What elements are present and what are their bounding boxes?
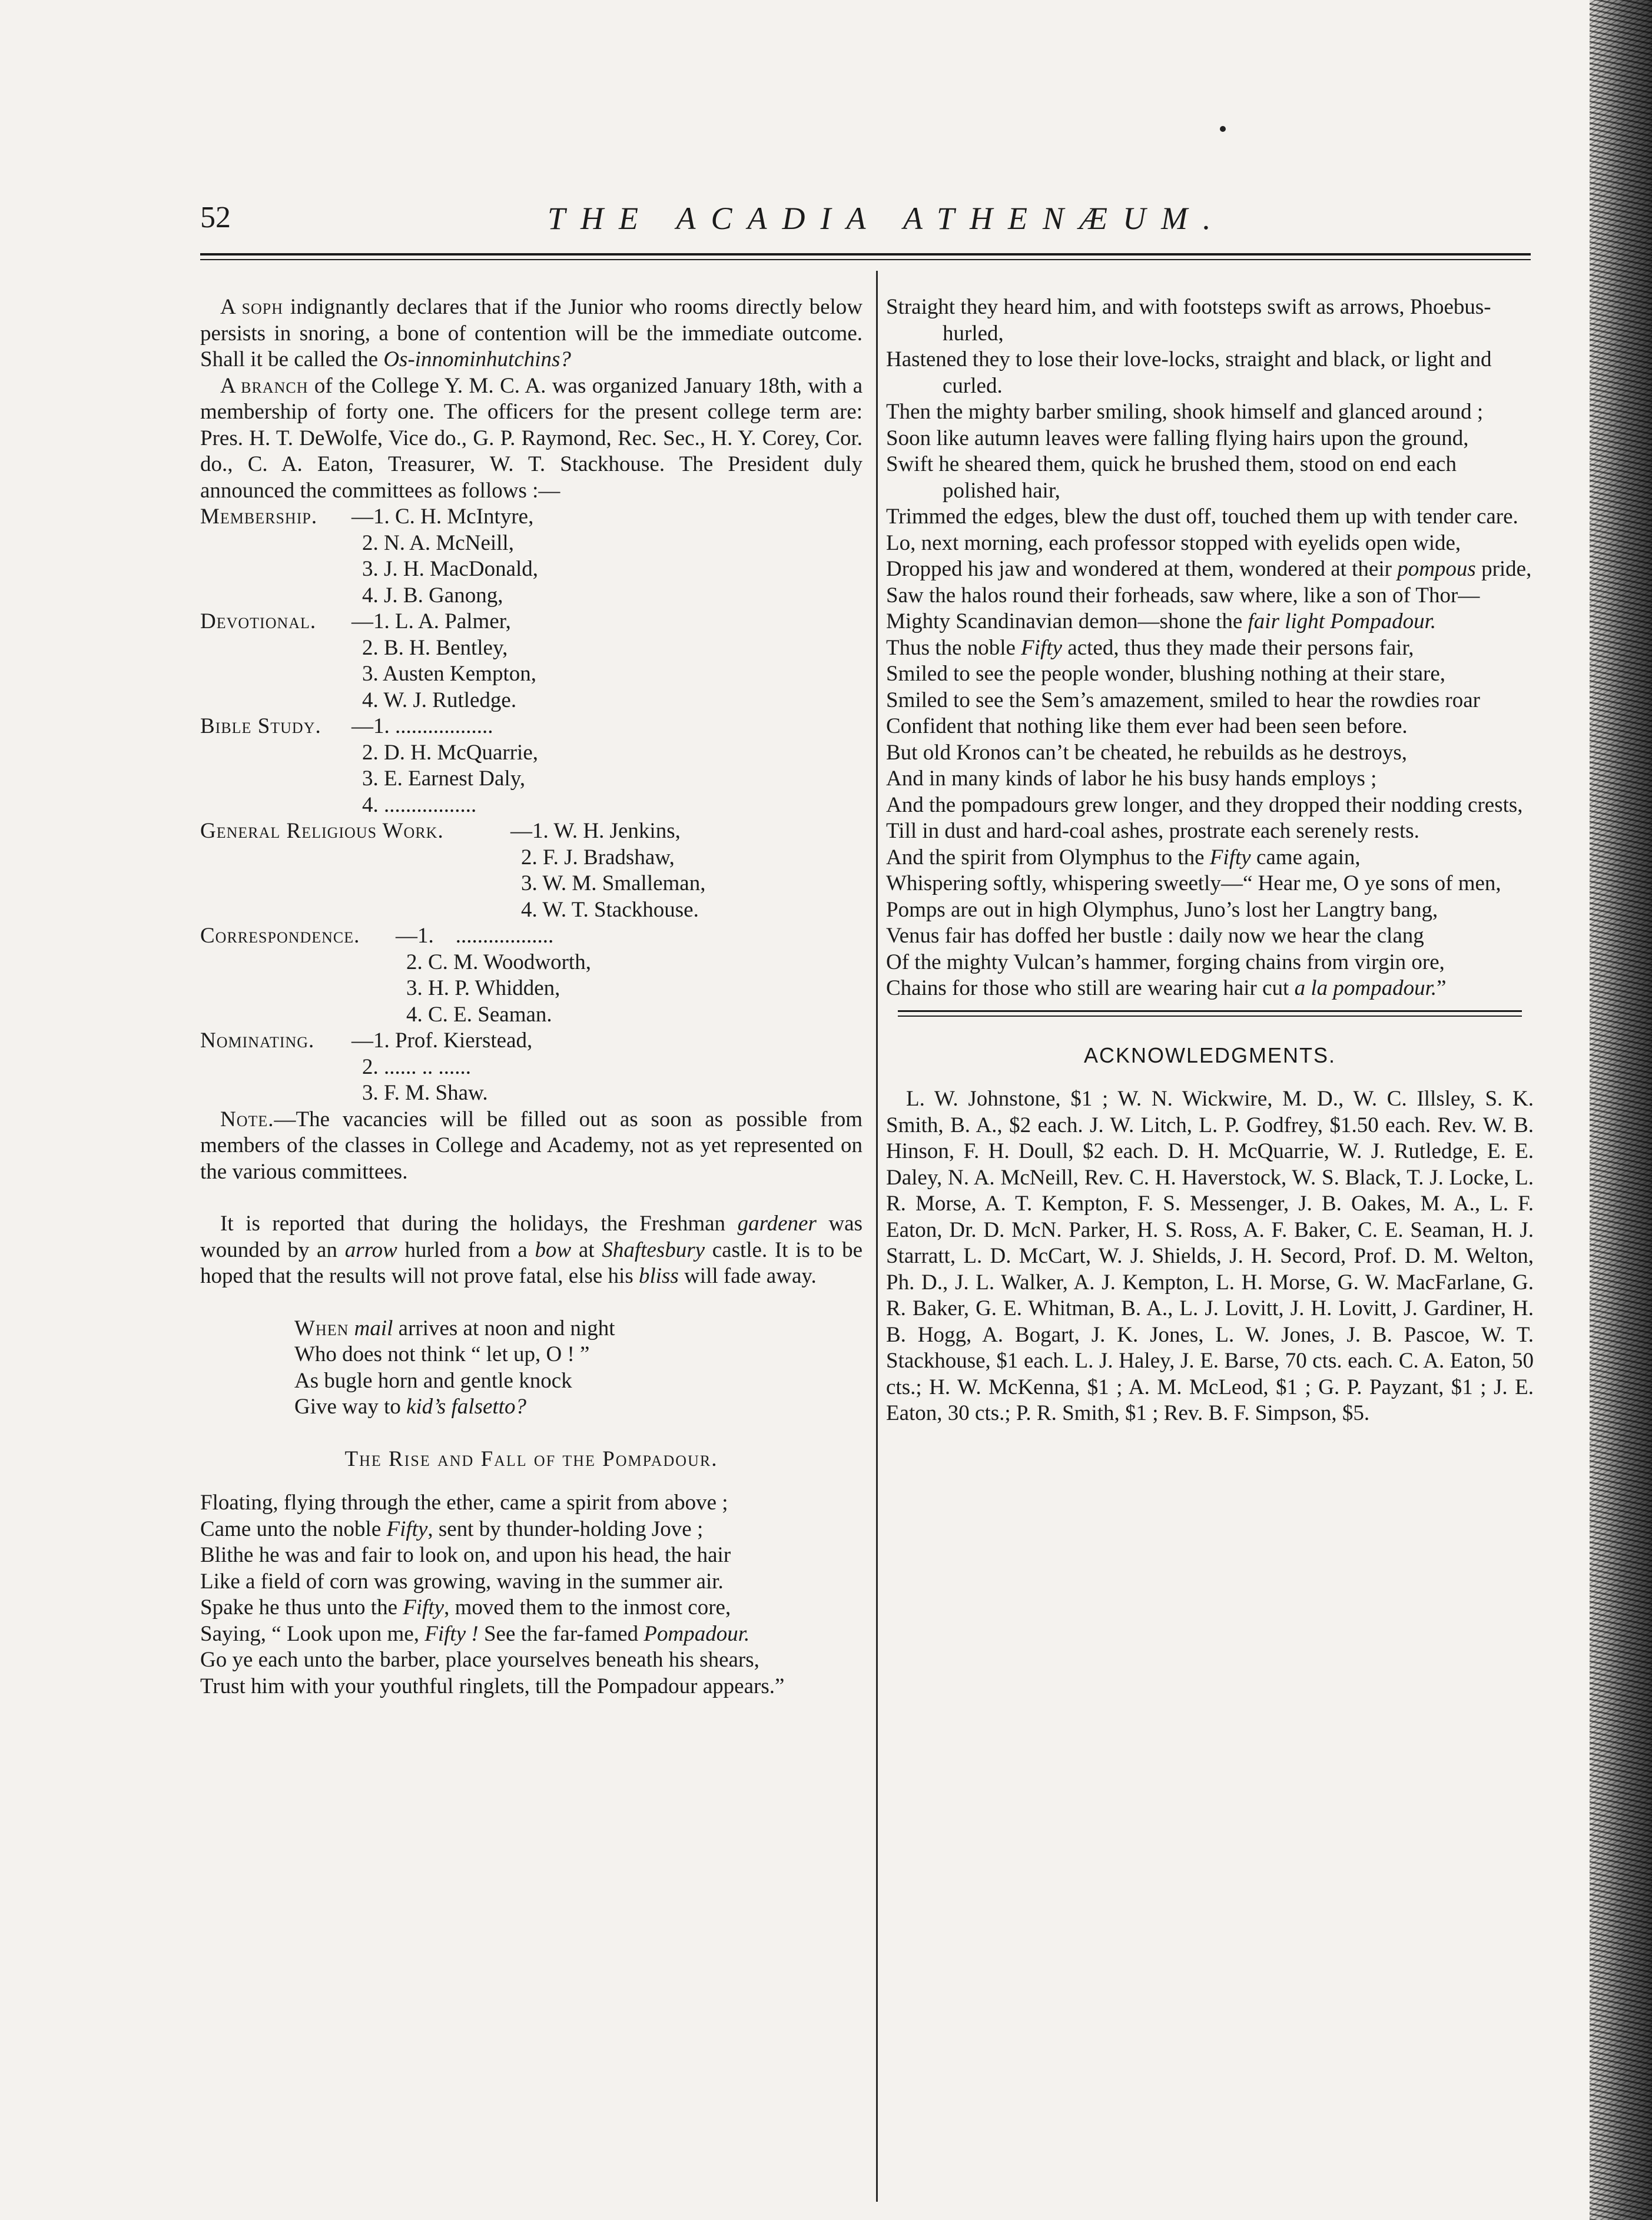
- committee-member: [362, 583, 503, 609]
- soph-note: [200, 294, 863, 373]
- member-name: Prof. Kierstead,: [395, 1028, 533, 1053]
- italic-run: Shaftesbury: [602, 1237, 705, 1262]
- poem-line: [200, 1569, 863, 1595]
- smallcaps-run: soph: [241, 295, 284, 319]
- committee-row: [200, 766, 863, 792]
- committee-member: [510, 818, 681, 845]
- committee-row: [200, 923, 863, 950]
- text-run: at: [571, 1237, 602, 1262]
- committee-row: [200, 1080, 863, 1107]
- text-run: Dropped his jaw and wondered at them, wondered at their: [886, 557, 1398, 581]
- text-run: Till in dust and hard-coal ashes, prostrate each serenely rests.: [886, 819, 1419, 843]
- text-run: It is reported that during the holidays, the Freshman: [220, 1212, 738, 1236]
- text-run: , sent by thunder-holding Jove ;: [427, 1516, 704, 1541]
- committee-row: [200, 530, 863, 557]
- text-run: Pomps are out in high Olymphus, Juno’s lost her Langtry bang,: [886, 897, 1438, 922]
- committee-number: 3.: [362, 557, 384, 581]
- committee-row: [200, 556, 863, 583]
- text-run: Whispering softly, whispering sweetly—“ Hear me, O ye sons of men,: [886, 871, 1501, 895]
- member-name: ...... .. ......: [384, 1054, 471, 1079]
- committee-number: 4.: [521, 897, 543, 922]
- committee-member: [351, 714, 493, 740]
- text-run: Came unto the noble: [200, 1516, 387, 1541]
- running-header: [200, 200, 1531, 241]
- italic-run: a la pompadour.: [1294, 976, 1437, 1000]
- committee-number: 4.: [406, 1002, 428, 1027]
- committee-row: [200, 975, 863, 1002]
- committee-row: [200, 609, 863, 635]
- committee-number: 2.: [362, 530, 384, 555]
- member-name: .................: [384, 792, 477, 817]
- italic-run: gardener: [737, 1212, 817, 1236]
- poem-title: The Rise and Fall of the Pompadour.: [344, 1446, 718, 1471]
- poem-line: [886, 923, 1534, 950]
- committee-number: 2.: [362, 635, 384, 660]
- committee-member: [362, 661, 536, 688]
- text-run: castle. It is to be hoped that the results will not prove fatal, else his: [200, 1237, 863, 1288]
- committee-number: 4.: [362, 688, 384, 712]
- italic-run: Fifty: [1209, 845, 1251, 870]
- text-run: will fade away.: [678, 1264, 817, 1288]
- committee-number: 2.: [362, 740, 384, 765]
- text-run: Confident that nothing like them ever had been seen before.: [886, 714, 1408, 738]
- italic-run: pompous: [1397, 557, 1476, 581]
- committee-row: [200, 740, 863, 766]
- committee-number: 2.: [362, 1054, 384, 1079]
- poem-line: [294, 1394, 863, 1421]
- text-run: Trust him with your youthful ringlets, till the Pompadour appears.”: [200, 1674, 785, 1698]
- committee-number: 3.: [406, 976, 428, 1000]
- poem-line: [200, 1516, 863, 1543]
- committee-list: [200, 504, 863, 1107]
- running-title: THE ACADIA ATHENÆUM.: [548, 201, 1226, 236]
- poem-line: [886, 635, 1534, 662]
- committee-member: [362, 1080, 488, 1107]
- member-name: W. J. Rutledge.: [383, 688, 517, 712]
- poem-line: [886, 818, 1534, 845]
- poem-line: [886, 399, 1534, 426]
- text-run: Venus fair has doffed her bustle : daily now we hear the clang: [886, 924, 1424, 948]
- text-run: Chains for those who still are wearing hair cut: [886, 976, 1295, 1000]
- committee-member: [351, 1028, 532, 1054]
- acknowledgments-heading: ACKNOWLEDGMENTS.: [1083, 1043, 1336, 1067]
- italic-run: mail: [354, 1316, 393, 1340]
- left-column: [200, 294, 863, 1700]
- poem-line: [886, 975, 1534, 1002]
- smallcaps-run: Note.: [220, 1107, 274, 1131]
- text-run: Lo, next morning, each professor stopped with eyelids open wide,: [886, 530, 1461, 555]
- committee-number: —1.: [351, 1028, 395, 1053]
- italic-run: Fifty !: [424, 1621, 479, 1646]
- committee-row: [200, 871, 863, 897]
- committee-row: [200, 688, 863, 714]
- italic-run: kid’s falsetto?: [406, 1395, 526, 1419]
- text-run: Then the mighty barber smiling, shook himself and glanced around ;: [886, 400, 1484, 424]
- text-run: Saw the halos round their forheads, saw where, like a son of Thor—: [886, 583, 1480, 608]
- committee-member: [351, 504, 533, 530]
- italic-run: fair light Pompadour.: [1248, 609, 1437, 633]
- committee-row: [200, 1028, 863, 1054]
- ymca-branch-note: [200, 373, 863, 505]
- text-run: Blithe he was and fair to look on, and upon his head, the hair: [200, 1543, 731, 1567]
- committee-row: [200, 897, 863, 924]
- text-run: Smiled to see the Sem’s amazement, smiled to hear the rowdies roar: [886, 688, 1480, 712]
- text-run: But old Kronos can’t be cheated, he rebuilds as he destroys,: [886, 740, 1408, 765]
- committee-member: [362, 556, 538, 583]
- poem-line: [886, 714, 1534, 740]
- committee-member: [406, 975, 560, 1002]
- poem-line: [886, 897, 1534, 924]
- italic-run: arrow: [344, 1237, 397, 1262]
- poem-line: [200, 1647, 863, 1674]
- committee-label: Devotional.: [200, 609, 317, 633]
- committee-number: —1.: [396, 924, 439, 948]
- committee-member: [362, 635, 507, 662]
- member-name: ..................: [439, 924, 554, 948]
- committee-row: [200, 818, 863, 845]
- freshman-note: [200, 1211, 863, 1290]
- committee-row: [200, 583, 863, 609]
- poem-line: [294, 1342, 863, 1368]
- poem-line: [200, 1621, 863, 1648]
- text-run: See the far-famed: [478, 1621, 644, 1646]
- column-divider: [876, 271, 878, 2202]
- member-name: F. J. Bradshaw,: [543, 845, 675, 870]
- text-run: Who does not think “ let up, O ! ”: [294, 1342, 590, 1366]
- acknowledgments-text: L. W. Johnstone, $1 ; W. N. Wickwire, M. D., W. C. Illsley, S. K. Smith, B. A., $2 each. J. W. Litch, L. P. Godfrey, $1.50 each. Rev. W. B. Hinson, F. H. Doull, $2 each. D. H. McQuarrie, W. J. Rutledge, E. E. Daley, N. A. McNeill, Rev. C. H. Haverstock, W. S. Black, T. J. Locke, L. R. Morse, A. T. Kempton, F. S. Messenger, J. B. Oakes, M. A., L. F. Eaton, Dr. D. McN. Parker, H. S. Ross, A. F. Baker, C. E. Seaman, H. J. Starratt, L. D. McCart, W. J. Shields, J. H. Secord, Prof. D. M. Welton, Ph. D., J. L. Walker, A. J. Kempton, L. H. Morse, G. W. MacFarlane, G. R. Baker, G. E. Whitman, B. A., L. J. Lovitt, J. H. Lovitt, J. Gardiner, H. B. Hogg, A. Bogart, J. K. Jones, L. W. Jones, J. B. Pascoe, W. T. Stackhouse, $1 each. L. J. Haley, J. E. Barse, 70 cts. each. C. A. Eaton, 50 cts.; H. W. McKenna, $1 ; A. M. McLeod, $1 ; G. P. Payzant, $1 ; J. E. Eaton, 30 cts.; P. R. Smith, $1 ; Rev. B. F. Simpson, $5.: [886, 1087, 1534, 1425]
- text-run: Hastened they to lose their love-locks, straight and black, or light and curled.: [886, 347, 1492, 398]
- italic-run: bliss: [638, 1264, 679, 1288]
- poem-line: [886, 294, 1534, 347]
- committee-member: [362, 530, 514, 557]
- member-name: Austen Kempton,: [382, 662, 536, 686]
- member-name: W. T. Stackhouse.: [542, 897, 699, 922]
- text-run: And in many kinds of labor he his busy hands employs ;: [886, 766, 1377, 791]
- member-name: E. Earnest Daly,: [384, 766, 526, 791]
- poem-line: [200, 1490, 863, 1516]
- committee-number: 3.: [362, 766, 384, 791]
- text-run: ”: [1437, 976, 1447, 1000]
- section-rule: [898, 1010, 1522, 1012]
- member-name: J. B. Ganong,: [384, 583, 503, 608]
- text-run: Soon like autumn leaves were falling flying hairs upon the ground,: [886, 426, 1469, 450]
- text-run: —The vacancies will be filled out as soon as possible from members of the classes in College and Academy, not as yet represented on the various committees.: [200, 1107, 863, 1184]
- text-run: A: [220, 295, 242, 319]
- text-run: arrives at noon and night: [393, 1316, 615, 1340]
- text-run: As bugle horn and gentle knock: [294, 1368, 572, 1393]
- committee-number: —1.: [351, 714, 395, 738]
- member-name: C. E. Seaman.: [428, 1002, 552, 1027]
- text-run: of the College Y. M. C. A. was organized January 18th, with a membership of forty one. The officers for the present college term are: Pres. H. T. DeWolfe, Vice do., G. P. Raymond, Rec. Sec., H. Y. Corey, Cor. do., C. A. Eaton, Treasurer, W. T. Stackhouse. The President duly announced the committees as follows :—: [200, 373, 863, 503]
- committee-number: 4.: [362, 583, 384, 608]
- committee-row: [200, 504, 863, 530]
- text-run: Mighty Scandinavian demon—shone the: [886, 609, 1248, 633]
- member-name: ..................: [395, 714, 493, 738]
- vacancy-note: [200, 1107, 863, 1186]
- poem-line: [886, 792, 1534, 819]
- committee-member: [362, 740, 538, 766]
- poem-line: [294, 1368, 863, 1395]
- text-run: Give way to: [294, 1395, 407, 1419]
- text-run: And the spirit from Olymphus to the: [886, 845, 1210, 870]
- poem-line: [886, 609, 1534, 635]
- committee-member: [362, 1054, 471, 1081]
- committee-member: [521, 845, 675, 871]
- committee-member: [362, 792, 476, 819]
- italic-run: Pompadour.: [643, 1621, 750, 1646]
- poem-line: [886, 347, 1534, 399]
- text-run: indignantly declares that if the Junior who rooms directly below persists in snoring, a bone of contention will be the immediate outcome. Shall it be called the: [200, 295, 863, 371]
- member-name: C. H. McIntyre,: [395, 505, 534, 529]
- committee-number: 3.: [362, 1081, 384, 1105]
- scan-edge: [1590, 0, 1652, 2220]
- poem-line: [886, 766, 1534, 792]
- text-run: A: [220, 373, 241, 398]
- member-name: F. M. Shaw.: [384, 1081, 488, 1105]
- committee-label: Membership.: [200, 505, 318, 529]
- italic-run: Fifty: [403, 1595, 444, 1620]
- italic-run: Fifty: [386, 1516, 428, 1541]
- right-column: [886, 294, 1534, 1427]
- text-run: Swift he sheared them, quick he brushed them, stood on end each polished hair,: [886, 452, 1457, 503]
- committee-member: [362, 688, 516, 714]
- ink-speck: [1220, 126, 1226, 132]
- smallcaps-run: branch: [241, 373, 308, 398]
- member-name: N. A. McNeill,: [384, 530, 514, 555]
- poem-line: [886, 504, 1534, 530]
- committee-number: 2.: [406, 950, 428, 974]
- poem-line: [886, 871, 1534, 897]
- poem-line: [886, 426, 1534, 452]
- smallcaps-run: When: [294, 1316, 349, 1340]
- committee-row: [200, 845, 863, 871]
- text-run: Go ye each unto the barber, place yourselves beneath his shears,: [200, 1648, 759, 1672]
- committee-label: Nominating.: [200, 1028, 315, 1053]
- committee-row: [200, 1054, 863, 1081]
- poem-line: [886, 583, 1534, 609]
- committee-member: [406, 950, 591, 976]
- header-rule: [200, 253, 1531, 255]
- text-run: Straight they heard him, and with footsteps swift as arrows, Phoebus-hurled,: [886, 295, 1491, 346]
- text-run: [349, 1316, 354, 1340]
- committee-member: [521, 897, 699, 924]
- italic-run: bow: [535, 1237, 572, 1262]
- member-name: L. A. Palmer,: [395, 609, 511, 633]
- committee-row: [200, 1002, 863, 1028]
- committee-number: 3.: [362, 662, 383, 686]
- poem-line: [886, 556, 1534, 583]
- committee-number: 3.: [521, 871, 543, 895]
- committee-member: [521, 871, 705, 897]
- poem-line: [200, 1674, 863, 1700]
- committee-row: [200, 714, 863, 740]
- committee-label: General Religious Work.: [200, 819, 444, 843]
- mail-verse: [200, 1316, 863, 1421]
- text-run: pride,: [1475, 557, 1532, 581]
- poem-line: [200, 1595, 863, 1621]
- member-name: C. M. Woodworth,: [428, 950, 591, 974]
- committee-row: [200, 950, 863, 976]
- committee-number: 2.: [521, 845, 543, 870]
- committee-row: [200, 661, 863, 688]
- poem-line: [886, 845, 1534, 871]
- committee-member: [362, 766, 525, 792]
- poem-line: [886, 740, 1534, 766]
- committee-number: 4.: [362, 792, 384, 817]
- text-run: Spake he thus unto the: [200, 1595, 403, 1620]
- committee-member: [406, 1002, 552, 1028]
- text-run: came again,: [1250, 845, 1361, 870]
- poem-line: [886, 950, 1534, 976]
- page-number: 52: [200, 201, 231, 234]
- poem-line: [886, 452, 1534, 504]
- text-run: Floating, flying through the ether, came a spirit from above ;: [200, 1491, 728, 1515]
- member-name: J. H. MacDonald,: [384, 557, 539, 581]
- poem-line: [294, 1316, 863, 1342]
- committee-label: Bible Study.: [200, 714, 321, 738]
- text-run: And the pompadours grew longer, and they dropped their nodding crests,: [886, 792, 1523, 817]
- poem-line: [200, 1542, 863, 1569]
- text-run: Like a field of corn was growing, waving in the summer air.: [200, 1569, 724, 1594]
- poem-line: [886, 661, 1534, 688]
- committee-number: —1.: [351, 609, 395, 633]
- italic-run: Fifty: [1021, 635, 1063, 660]
- text-run: , moved them to the inmost core,: [444, 1595, 731, 1620]
- committee-number: —1.: [510, 819, 554, 843]
- committee-member: [351, 609, 511, 635]
- poem-line: [886, 688, 1534, 714]
- poem-continued: [886, 294, 1534, 1002]
- text-run: Smiled to see the people wonder, blushing nothing at their stare,: [886, 662, 1446, 686]
- member-name: W. H. Jenkins,: [553, 819, 681, 843]
- committee-row: [200, 635, 863, 662]
- text-run: Of the mighty Vulcan’s hammer, forging chains from virgin ore,: [886, 950, 1445, 974]
- member-name: H. P. Whidden,: [428, 976, 560, 1000]
- poem-start: [200, 1490, 863, 1700]
- committee-label: Correspondence.: [200, 924, 360, 948]
- poem-line: [886, 530, 1534, 557]
- committee-number: —1.: [351, 505, 395, 529]
- member-name: W. M. Smalleman,: [542, 871, 706, 895]
- text-run: Trimmed the edges, blew the dust off, touched them up with tender care.: [886, 505, 1518, 529]
- member-name: B. H. Bentley,: [384, 635, 508, 660]
- text-run: acted, thus they made their persons fair,: [1062, 635, 1414, 660]
- text-run: hurled from a: [397, 1237, 535, 1262]
- text-run: Thus the noble: [886, 635, 1021, 660]
- header-rule-thin: [200, 259, 1531, 260]
- committee-row: [200, 792, 863, 819]
- committee-member: [396, 923, 553, 950]
- text-run: Saying, “ Look upon me,: [200, 1621, 425, 1646]
- text-run: was wounded by an: [200, 1212, 863, 1262]
- member-name: D. H. McQuarrie,: [384, 740, 538, 765]
- italic-run: Os-innominhutchins?: [383, 347, 571, 371]
